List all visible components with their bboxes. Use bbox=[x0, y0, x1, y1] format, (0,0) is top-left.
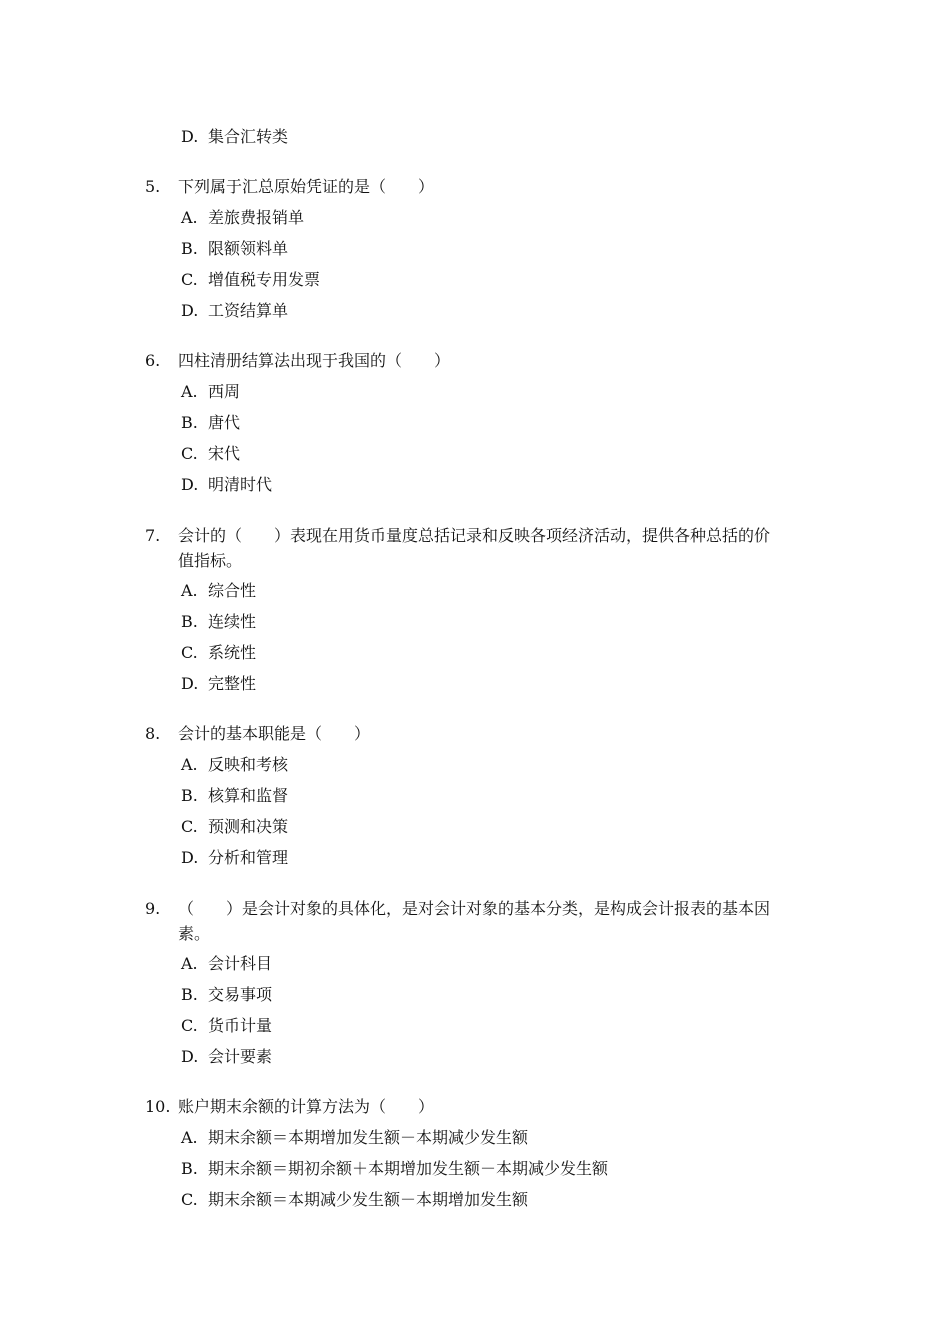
option-text: 唐代 bbox=[208, 413, 241, 432]
option-letter: A. bbox=[181, 954, 198, 973]
option-letter: B. bbox=[181, 985, 198, 1004]
option-letter: D. bbox=[181, 674, 199, 693]
question-number: 9. bbox=[145, 899, 161, 918]
option-letter: C. bbox=[181, 1190, 198, 1209]
question-stem: 下列属于汇总原始凭证的是（ ） bbox=[178, 177, 435, 196]
question-number: 5. bbox=[145, 177, 161, 196]
option-letter: A. bbox=[181, 208, 198, 227]
question-stem: 素。 bbox=[178, 924, 211, 943]
question-number: 8. bbox=[145, 724, 161, 743]
question-stem: （ ）是会计对象的具体化，是对会计对象的基本分类，是构成会计报表的基本因 bbox=[178, 899, 771, 918]
option-letter: B. bbox=[181, 239, 198, 258]
option-letter: D. bbox=[181, 127, 199, 146]
option-text: 工资结算单 bbox=[208, 301, 289, 320]
option-letter: B. bbox=[181, 413, 198, 432]
option-text: 明清时代 bbox=[208, 475, 273, 494]
question-number: 10. bbox=[145, 1097, 171, 1116]
option-letter: A. bbox=[181, 755, 198, 774]
option-letter: B. bbox=[181, 1159, 198, 1178]
option-letter: B. bbox=[181, 612, 198, 631]
option-letter: C. bbox=[181, 270, 198, 289]
option-letter: A. bbox=[181, 382, 198, 401]
option-letter: D. bbox=[181, 848, 199, 867]
option-text: 系统性 bbox=[208, 643, 257, 662]
option-text: 综合性 bbox=[208, 581, 257, 600]
option-text: 期末余额＝本期减少发生额－本期增加发生额 bbox=[208, 1190, 529, 1209]
option-text: 反映和考核 bbox=[208, 755, 289, 774]
question-number: 7. bbox=[145, 526, 161, 545]
option-letter: D. bbox=[181, 1047, 199, 1066]
option-text: 差旅费报销单 bbox=[208, 208, 305, 227]
option-text: 宋代 bbox=[208, 444, 241, 463]
option-letter: D. bbox=[181, 301, 199, 320]
option-text: 预测和决策 bbox=[208, 817, 289, 836]
option-letter: D. bbox=[181, 475, 199, 494]
option-text: 会计科目 bbox=[208, 954, 273, 973]
option-text: 限额领料单 bbox=[208, 239, 289, 258]
option-text: 期末余额＝期初余额＋本期增加发生额－本期减少发生额 bbox=[208, 1159, 609, 1178]
option-text: 分析和管理 bbox=[208, 848, 289, 867]
option-letter: C. bbox=[181, 817, 198, 836]
option-letter: B. bbox=[181, 786, 198, 805]
option-text: 增值税专用发票 bbox=[208, 270, 321, 289]
question-stem: 账户期末余额的计算方法为（ ） bbox=[178, 1097, 435, 1116]
option-text: 核算和监督 bbox=[208, 786, 289, 805]
option-text: 完整性 bbox=[208, 674, 257, 693]
option-letter: A. bbox=[181, 1128, 198, 1147]
question-stem: 四柱清册结算法出现于我国的（ ） bbox=[178, 351, 451, 370]
question-stem: 会计的（ ）表现在用货币量度总括记录和反映各项经济活动，提供各种总括的价 bbox=[178, 526, 771, 545]
option-text: 集合汇转类 bbox=[208, 127, 289, 146]
option-letter: C. bbox=[181, 643, 198, 662]
option-text: 西周 bbox=[208, 382, 241, 401]
option-letter: C. bbox=[181, 444, 198, 463]
option-text: 货币计量 bbox=[208, 1016, 273, 1035]
option-text: 交易事项 bbox=[208, 985, 273, 1004]
option-text: 期末余额＝本期增加发生额－本期减少发生额 bbox=[208, 1128, 529, 1147]
question-stem: 会计的基本职能是（ ） bbox=[178, 724, 371, 743]
option-text: 会计要素 bbox=[208, 1047, 273, 1066]
option-letter: C. bbox=[181, 1016, 198, 1035]
option-letter: A. bbox=[181, 581, 198, 600]
option-text: 连续性 bbox=[208, 612, 257, 631]
question-number: 6. bbox=[145, 351, 161, 370]
question-stem: 值指标。 bbox=[178, 551, 243, 570]
